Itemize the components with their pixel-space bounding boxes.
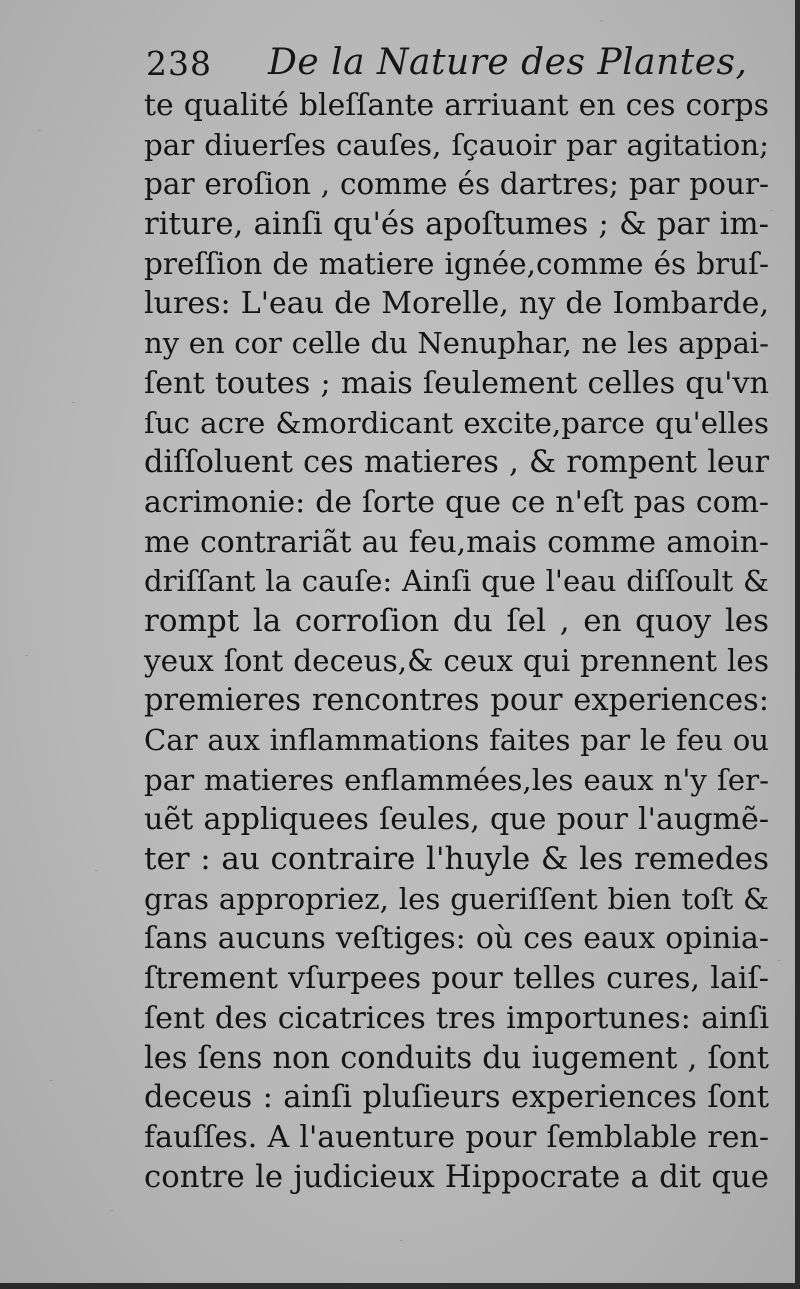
text-line: uẽt appliquees ſeules, que pour l'augmẽ- [144, 802, 769, 838]
text-line: ny en cor celle du Nenuphar, ne les appai- [144, 326, 769, 361]
text-line: lures: L'eau de Morelle, ny de Iombarde, [144, 286, 769, 322]
text-line: ſtrement vſurpees pour telles cures, laiſ- [144, 961, 769, 997]
scan-edge-right [795, 0, 800, 1289]
paper-speck [38, 130, 41, 131]
text-line: par eroſion , comme és dartres; par pour- [144, 167, 769, 202]
text-line: contre le judicieux Hippocrate a dit que [144, 1158, 769, 1195]
paper-speck [110, 1210, 113, 1211]
text-line: driſſant la cauſe: Ainſi que l'eau diſſoult & [144, 564, 769, 599]
paper-speck [770, 210, 773, 211]
text-line: ſans aucuns veſtiges: où ces eaux opinia- [144, 921, 769, 957]
text-line: te qualité bleſſante arriuant en ces corps [144, 88, 769, 123]
text-line: Car aux inflammations faites par le feu ou [144, 723, 769, 757]
running-title: De la Nature des Plantes, [268, 42, 748, 83]
paper-speck [50, 1080, 53, 1081]
text-line: ſent des cicatrices tres importunes: ainſi [144, 1000, 769, 1036]
text-line: deceus : ainſi pluſieurs experiences ſont [144, 1080, 769, 1116]
text-line: diſſoluent ces matieres , & rompent leur [144, 445, 769, 481]
scan-edge-bottom [0, 1283, 800, 1289]
text-line: par diuerſes cauſes, ſçauoir par agitation; [144, 127, 769, 162]
text-line: ſent toutes ; mais ſeulement celles qu'vn [144, 365, 769, 401]
text-line: yeux ſont deceus,& ceux qui prennent les [144, 643, 769, 678]
text-line: ſuc acre &mordicant excite,parce qu'elles [144, 405, 769, 440]
page-number: 238 [146, 44, 212, 83]
paper-speck [25, 655, 28, 656]
text-line: acrimonie: de ſorte que ce n'eſt pas com- [144, 484, 769, 520]
paper-speck [778, 960, 781, 961]
text-line: premieres rencontres pour experiences: [144, 683, 769, 719]
text-line: les ſens non conduits du iugement , ſont [144, 1040, 769, 1076]
text-line: riture, ainſi qu'és apoſtumes ; & par im- [144, 206, 769, 243]
body-text [144, 86, 769, 1197]
page-header [146, 42, 766, 88]
text-line: ter : au contraire l'huyle & les remedes [144, 841, 769, 878]
text-line: me contrariãt au feu,mais comme amoin- [144, 524, 769, 560]
text-line: gras appropriez, les gueriſſent bien toſt & [144, 881, 769, 916]
text-line: rompt la corroſion du ſel , en quoy les [144, 602, 769, 639]
text-line: preſſion de matiere ignée,comme és bruſ- [144, 246, 769, 281]
paper-speck [95, 870, 98, 871]
text-line: fauſſes. A l'auenture pour ſemblable ren- [144, 1119, 769, 1155]
paper-speck [72, 402, 75, 403]
text-line: par matieres enflammées,les eaux n'y ſer- [144, 762, 769, 797]
paper-speck [600, 20, 603, 21]
paper-speck [400, 1240, 403, 1241]
